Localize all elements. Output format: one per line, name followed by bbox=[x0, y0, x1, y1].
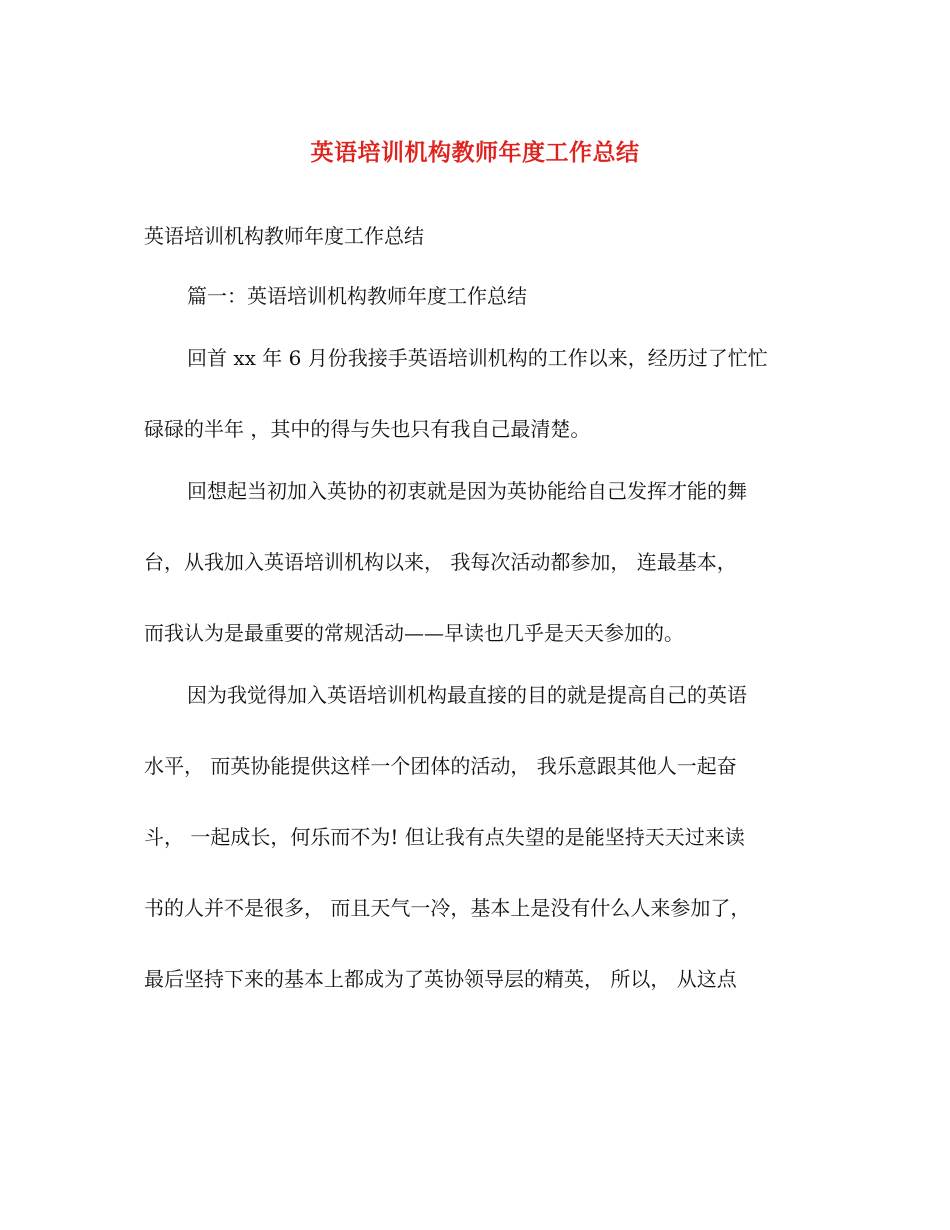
text-line: 英语培训机构教师年度工作总结 bbox=[144, 224, 424, 248]
text-line: 而我认为是最重要的常规活动——早读也几乎是天天参加的。 bbox=[144, 621, 684, 645]
text-line: 最后坚持下来的基本上都成为了英协领导层的精英， 所以， 从这点 bbox=[144, 967, 737, 991]
text-line: 水平， 而英协能提供这样一个团体的活动， 我乐意跟其他人一起奋 bbox=[144, 754, 737, 778]
text-line: 台，从我加入英语培训机构以来， 我每次活动都参加， 连最基本， bbox=[144, 550, 737, 574]
text-line: 篇一：英语培训机构教师年度工作总结 bbox=[187, 284, 527, 308]
text-line: 回想起当初加入英协的初衷就是因为英协能给自己发挥才能的舞 bbox=[187, 479, 747, 503]
text-line: 回首 xx 年 6 月份我接手英语培训机构的工作以来，经历过了忙忙 bbox=[187, 346, 768, 370]
text-line: 斗， 一起成长，何乐而不为! 但让我有点失望的是能坚持天天过来读 bbox=[144, 825, 745, 849]
document-title: 英语培训机构教师年度工作总结 bbox=[310, 139, 640, 166]
text-line: 碌碌的半年 ，其中的得与失也只有我自己最清楚。 bbox=[144, 417, 591, 441]
text-line: 书的人并不是很多， 而且天气一冷，基本上是没有什么人来参加了， bbox=[144, 896, 751, 920]
text-line: 因为我觉得加入英语培训机构最直接的目的就是提高自己的英语 bbox=[187, 683, 747, 707]
